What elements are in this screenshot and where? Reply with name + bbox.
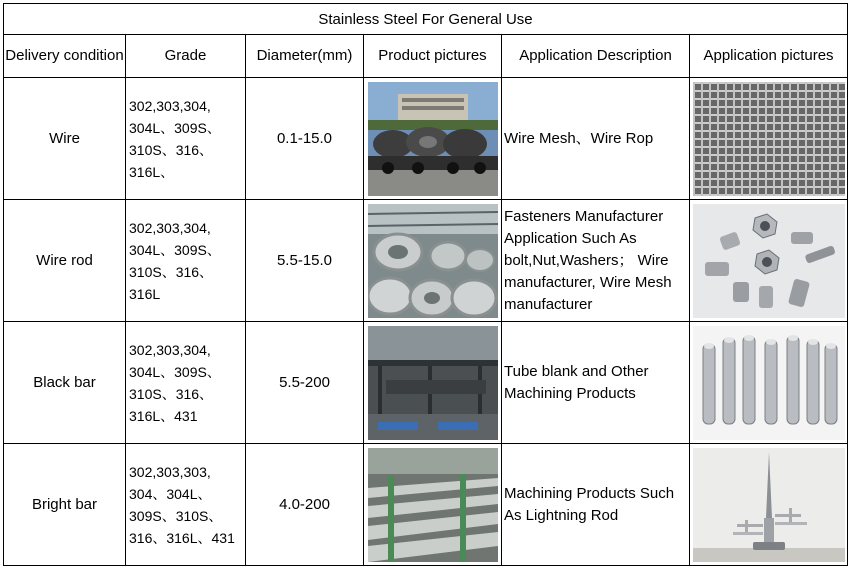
delivery-cell: Black bar <box>4 322 126 444</box>
table-row <box>4 444 848 566</box>
stainless-steel-table <box>3 3 848 566</box>
grade-cell: 302,303,303, 304、304L、 309S、310S、 316、316L、431 <box>126 444 246 566</box>
grade-cell: 302,303,304, 304L、309S、 310S、316、 316L <box>126 200 246 322</box>
fasteners-nuts-bolts-photo <box>693 204 845 318</box>
application-picture-cell <box>690 78 848 200</box>
table-row <box>4 200 848 322</box>
application-description-cell: Fasteners Manufacturer Application Such As bolt,Nut,Washers； Wire manufacturer, Wire Mesh manufacturer <box>502 200 690 322</box>
header-application-pictures: Application pictures <box>690 35 848 78</box>
product-picture-cell <box>364 200 502 322</box>
header-product-pictures: Product pictures <box>364 35 502 78</box>
application-picture-cell <box>690 200 848 322</box>
application-description-cell: Machining Products Such As Lightning Rod <box>502 444 690 566</box>
application-picture-cell <box>690 322 848 444</box>
header-delivery-condition: Delivery condition <box>4 35 126 78</box>
product-picture-cell <box>364 78 502 200</box>
product-picture-cell <box>364 322 502 444</box>
header-diameter: Diameter(mm) <box>246 35 364 78</box>
steel-tube-blanks-photo <box>693 326 845 440</box>
wire-mesh-photo <box>693 82 845 196</box>
diameter-cell: 5.5-15.0 <box>246 200 364 322</box>
application-description-cell: Tube blank and Other Machining Products <box>502 322 690 444</box>
table-row <box>4 322 848 444</box>
header-grade: Grade <box>126 35 246 78</box>
delivery-cell: Wire rod <box>4 200 126 322</box>
bright-bar-stacks-photo <box>368 448 498 562</box>
delivery-cell: Bright bar <box>4 444 126 566</box>
wire-rod-coils-warehouse-photo <box>368 204 498 318</box>
black-bar-factory-photo <box>368 326 498 440</box>
diameter-cell: 5.5-200 <box>246 322 364 444</box>
application-description-cell: Wire Mesh、Wire Rop <box>502 78 690 200</box>
header-application-description: Application Description <box>502 35 690 78</box>
diameter-cell: 4.0-200 <box>246 444 364 566</box>
wire-coils-on-truck-photo <box>368 82 498 196</box>
application-picture-cell <box>690 444 848 566</box>
grade-cell: 302,303,304, 304L、309S、 310S、316、 316L、 <box>126 78 246 200</box>
delivery-cell: Wire <box>4 78 126 200</box>
diameter-cell: 0.1-15.0 <box>246 78 364 200</box>
grade-cell: 302,303,304, 304L、309S、 310S、316、 316L、431 <box>126 322 246 444</box>
table-row <box>4 78 848 200</box>
lightning-rod-photo <box>693 448 845 562</box>
product-picture-cell <box>364 444 502 566</box>
table-title: Stainless Steel For General Use <box>4 4 848 35</box>
